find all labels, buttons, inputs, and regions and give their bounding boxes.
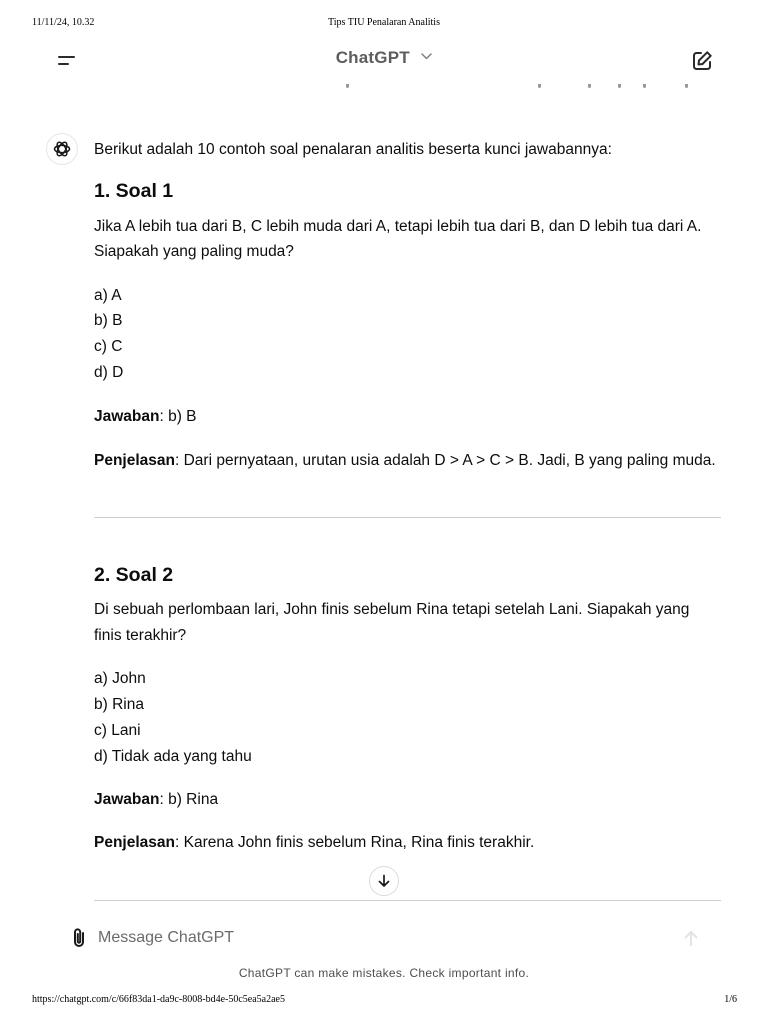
- question-title: 2. Soal 2: [94, 564, 174, 586]
- question-text: Jika A lebih tua dari B, C lebih muda dari A, tetapi lebih tua dari B, dan D lebih tua dari A.: [94, 218, 702, 235]
- edit-pencil-icon: [689, 48, 715, 74]
- answer-label: Jawaban: [94, 791, 160, 808]
- option-item: d) Tidak ada yang tahu: [94, 748, 252, 765]
- message-intro: Berikut adalah 10 contoh soal penalaran analitis beserta kunci jawabannya:: [94, 141, 612, 158]
- explanation-line: [94, 448, 724, 474]
- disclaimer-text: ChatGPT can make mistakes. Check important info.: [238, 966, 530, 980]
- model-name: ChatGPT: [335, 48, 410, 67]
- option-item: a) John: [94, 670, 146, 687]
- arrow-up-icon: [680, 927, 702, 949]
- question-title: 1. Soal 1: [94, 180, 174, 202]
- message-input[interactable]: [98, 924, 658, 952]
- option-item: c) C: [94, 338, 123, 355]
- explanation-value: : Karena John finis sebelum Rina, Rina finis terakhir.: [175, 834, 535, 851]
- paperclip-icon: [68, 926, 90, 950]
- answer-line: [94, 404, 724, 430]
- answer-value: : b) Rina: [159, 791, 219, 808]
- option-item: b) Rina: [94, 696, 144, 713]
- answer-label: Jawaban: [94, 408, 160, 425]
- question-text: finis terakhir?: [94, 627, 187, 644]
- print-footer: [0, 994, 768, 1008]
- composer-divider: [94, 900, 721, 901]
- question-text: Siapakah yang paling muda?: [94, 243, 294, 260]
- option-item: c) Lani: [94, 722, 141, 739]
- message-composer: [60, 920, 720, 956]
- print-url: https://chatgpt.com/c/66f83da1-da9c-8008-bd4e-50c5ea5a2ae5: [32, 994, 285, 1005]
- explanation-value: : Dari pernyataan, urutan usia adalah D > A > C > B. Jadi, B yang paling muda.: [175, 452, 716, 469]
- arrow-down-icon: [377, 874, 391, 888]
- answer-value: : b) B: [159, 408, 197, 425]
- scroll-to-bottom-button[interactable]: [369, 866, 399, 896]
- option-item: d) D: [94, 364, 124, 381]
- chevron-down-icon: [421, 53, 432, 60]
- explanation-line: [94, 830, 724, 856]
- top-bar: [0, 44, 768, 78]
- option-item: b) B: [94, 312, 123, 329]
- openai-logo-icon: [52, 139, 72, 159]
- print-doc-title: Tips TIU Penalaran Analitis: [328, 17, 440, 28]
- print-datetime: 11/11/24, 10.32: [32, 17, 95, 28]
- print-header: [0, 17, 768, 31]
- section-divider: [94, 517, 721, 518]
- attach-button[interactable]: [68, 926, 90, 950]
- new-chat-button[interactable]: [689, 48, 715, 74]
- explanation-label: Penjelasan: [94, 834, 175, 851]
- assistant-avatar: [46, 133, 78, 165]
- print-page-number: 1/6: [724, 994, 737, 1005]
- model-switcher[interactable]: [0, 48, 768, 68]
- answer-line: [94, 787, 724, 813]
- explanation-label: Penjelasan: [94, 452, 175, 469]
- cut-off-text-fragment: [340, 84, 700, 92]
- send-button[interactable]: [680, 927, 702, 949]
- option-item: a) A: [94, 287, 122, 304]
- question-text: Di sebuah perlombaan lari, John finis sebelum Rina tetapi setelah Lani. Siapakah yang: [94, 601, 690, 618]
